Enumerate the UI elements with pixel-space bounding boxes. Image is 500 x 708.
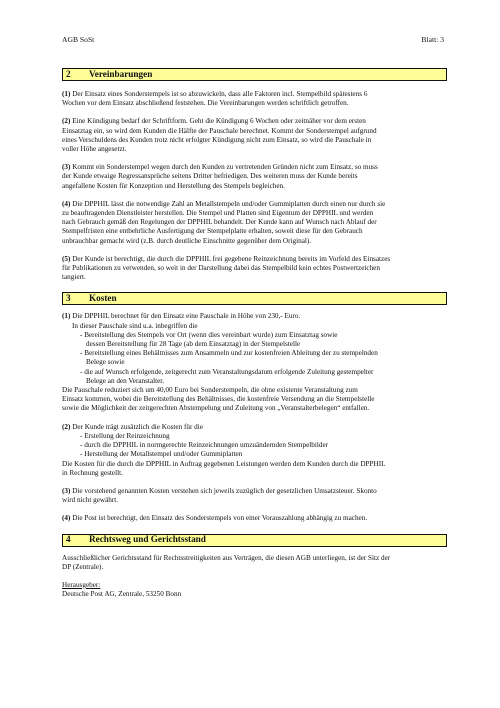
paragraph-2-2: (2) Eine Kündigung bedarf der Schriftform. Geht die Kündigung 6 Wochen oder zeitnäher vor dem ersten Einsatztag ein, so wird dem Kunden die Hälfte der Pauschale berechnet. Kommt der Sonderstempel aufgrund eines Verschuldens des Kunden trotz nicht erfolgter Kündigung nicht zum Einsatz, so wird die Pauschale in voller Höhe angesetzt. — [62, 117, 377, 154]
paragraph-2-1: (1) Der Einsatz eines Sonderstempels ist so abzuwickeln, dass alle Faktoren incl. Stempelbild spätestens 6 Wochen vor dem Einsatz abschließend feststehen. Die Vereinbarungen werden schriftlich getroffen. — [62, 90, 368, 108]
paragraph-gerichtsstand: Ausschließlicher Gerichtsstand für Rechtsstreitigkeiten aus Verträgen, die diesen AGB unterliegen, ist der Sitz der DP (Zentrale). — [62, 553, 391, 571]
section-heading-kosten — [62, 292, 447, 305]
section-title: Kosten — [89, 293, 117, 304]
publisher-block — [62, 581, 447, 599]
page-header — [62, 35, 444, 44]
section-title: Vereinbarungen — [89, 68, 153, 79]
paragraph-2-4: (4) Die DPPHIL lässt die notwendige Zahl an Metallstempeln und/oder Gummiplatten durch einen nur durch sie zu beauftragenden Dienstleister herstellen. Die Stempel und Platten sind Eigentum der DPPHIL und werden nach Gebrauch gemäß den Regelungen der DPPHIL behandelt. Der Kunde kann auf Wunsch nach Ablauf der Stempelfristen eine entbehrliche Ausfertigung der Stempelplatte erhalten, soweit diese für den Gebrauch unbrauchbar gemacht wird (z.B. durch deutliche Einschnitte gegenüber dem Original). — [62, 199, 386, 245]
section-number: 3 — [66, 293, 71, 304]
content — [62, 68, 447, 599]
paragraph-2-3: (3) Kommt ein Sonderstempel wegen durch den Kunden zu vertretenden Gründen nicht zum Einsatz, so muss der Kunde etwaige Regressansprüche seitens Dritter befriedigen. Des weiteren muss der Kunde bereits angefallene Kosten für Konzeption und Herstellung des Stempels begleichen. — [62, 163, 378, 190]
paragraph-3-3: (3) Die vorstehend genannten Kosten verstehen sich jeweils zuzüglich der gesetzlichen Umsatzsteuer. Skonto wird nicht gewährt. — [62, 486, 377, 505]
section-number: 2 — [66, 68, 71, 79]
paragraph-2-5: (5) Der Kunde ist berechtigt, die durch die DPPHIL frei gegebene Reinzeichnung bereits im Vorfeld des Einsatzes für Publikationen zu verwenden, so weit in der Darstellung dabei das Stempelbild kein echtes Postwertzeichen tangiert. — [62, 254, 391, 282]
section-title: Rechtsweg und Gerichtsstand — [89, 534, 206, 545]
paragraph-3-1: (1) Die DPPHIL berechnet für den Einsatz eine Pauschale in Höhe von 230,- Euro. In dieser Pauschale sind u.a. inbegriffen die - Bereitstellung des Stempels vor Ort (wenn dies vereinbart wurde) zum Einsatztag sowie dessen Bereitstellung für 28 Tage (ab dem Einsatztag) in der Stempelstelle - Bereitstellung eines Behältnisses zum Ansammeln und zur kostenfreien Ableitung der zu stempelnden Belege sowie - die auf Wunsch erfolgende, zeitgerecht zum Veranstaltungsdatum erfolgende Zuleitung gestempelter Belege an den Veranstalter. Die Pauschale reduziert sich um 40,00 Euro bei Sonderstempeln, die ohne existente Veranstaltung zum Einsatz kommen, wobei die Bereitstellung des Behältnisses, die kostenfreie Versendung an die Stempelstelle sowie die Möglichkeit der zeitgerechten Abstempelung und Zuleitung von „Veranstalterbelegen“ entfallen. — [62, 312, 378, 413]
publisher-label: Herausgeber: — [62, 580, 101, 589]
section-heading-vereinbarungen — [62, 68, 447, 81]
section-heading-rechtsweg — [62, 534, 447, 547]
header-left: AGB SoSt — [62, 35, 95, 44]
header-right: Blatt: 3 — [421, 35, 444, 44]
publisher-name: Deutsche Post AG, Zentrale, 53250 Bonn — [62, 590, 182, 599]
section-number: 4 — [66, 534, 71, 545]
paragraph-3-4: (4) Die Post ist berechtigt, den Einsatz des Sonderstempels von einer Vorauszahlung abhängig zu machen. — [62, 514, 368, 523]
paragraph-3-2: (2) Der Kunde trägt zusätzlich die Kosten für die - Erstellung der Reinzeichnung - durch die DPPHIL in normgerechte Reinzeichnungen umzuändernden Stempelbilder - Herstellung der Metallstempel und/oder Gummiplatten Die Kosten für die durch die DPPHIL in Auftrag gegebenen Leistungen werden dem Kunden durch die DPPHIL in Rechnung gestellt. — [62, 422, 386, 477]
